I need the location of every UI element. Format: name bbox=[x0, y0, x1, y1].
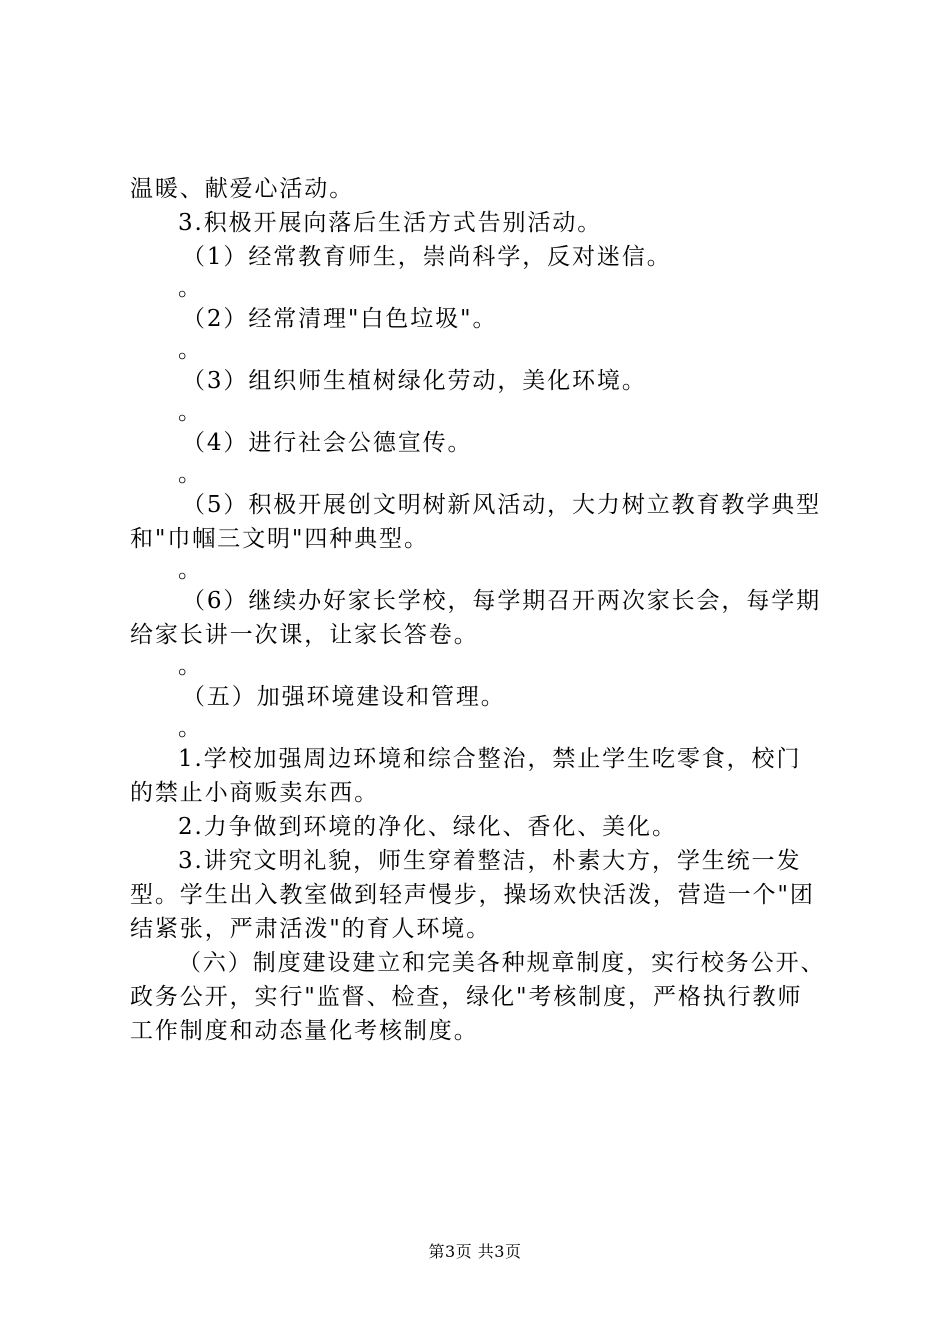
list-item-heading: 2.力争做到环境的净化、绿化、香化、美化。 bbox=[178, 814, 677, 840]
period-mark: 。 bbox=[178, 337, 201, 363]
list-item-continuation: 和"巾帼三文明"四种典型。 bbox=[130, 526, 429, 552]
section-heading: （六）制度建设建立和完美各种规章制度，实行校务公开、 bbox=[178, 950, 826, 976]
period-mark: 。 bbox=[178, 461, 201, 487]
period-mark: 。 bbox=[178, 557, 201, 583]
list-item: （5）积极开展创文明树新风活动，大力树立教育教学典型 bbox=[182, 492, 822, 518]
section-continuation: 工作制度和动态量化考核制度。 bbox=[130, 1018, 479, 1044]
period-mark: 。 bbox=[178, 399, 201, 425]
list-item-heading: 3.积极开展向落后生活方式告别活动。 bbox=[178, 210, 603, 236]
list-item-heading: 1.学校加强周边环境和综合整治，禁止学生吃零食，校门 bbox=[178, 746, 802, 772]
period-mark: 。 bbox=[178, 275, 201, 301]
list-item: （2）经常清理"白色垃圾"。 bbox=[182, 306, 498, 332]
text-line: 温暖、献爱心活动。 bbox=[130, 176, 355, 202]
page-number-footer: 第3页 共3页 bbox=[428, 1242, 522, 1261]
list-item: （4）进行社会公德宣传。 bbox=[182, 430, 473, 456]
list-item-continuation: 的禁止小商贩卖东西。 bbox=[130, 780, 379, 806]
period-mark: 。 bbox=[178, 715, 201, 741]
list-item: （3）组织师生植树绿化劳动，美化环境。 bbox=[182, 368, 647, 394]
list-item-heading: 3.讲究文明礼貌，师生穿着整洁，朴素大方，学生统一发 bbox=[178, 848, 802, 874]
section-heading: （五）加强环境建设和管理。 bbox=[182, 684, 506, 710]
list-item: （6）继续办好家长学校，每学期召开两次家长会，每学期 bbox=[182, 588, 822, 614]
period-mark: 。 bbox=[178, 653, 201, 679]
list-item-continuation: 型。学生出入教室做到轻声慢步，操场欢快活泼，营造一个"团 bbox=[130, 882, 815, 908]
body-text bbox=[130, 172, 832, 1048]
list-item-continuation: 结紧张，严肃活泼"的育人环境。 bbox=[130, 916, 492, 942]
section-continuation: 政务公开，实行"监督、检查，绿化"考核制度，严格执行教师 bbox=[130, 984, 803, 1010]
list-item-continuation: 给家长讲一次课，让家长答卷。 bbox=[130, 622, 479, 648]
list-item: （1）经常教育师生，崇尚科学，反对迷信。 bbox=[182, 244, 672, 270]
